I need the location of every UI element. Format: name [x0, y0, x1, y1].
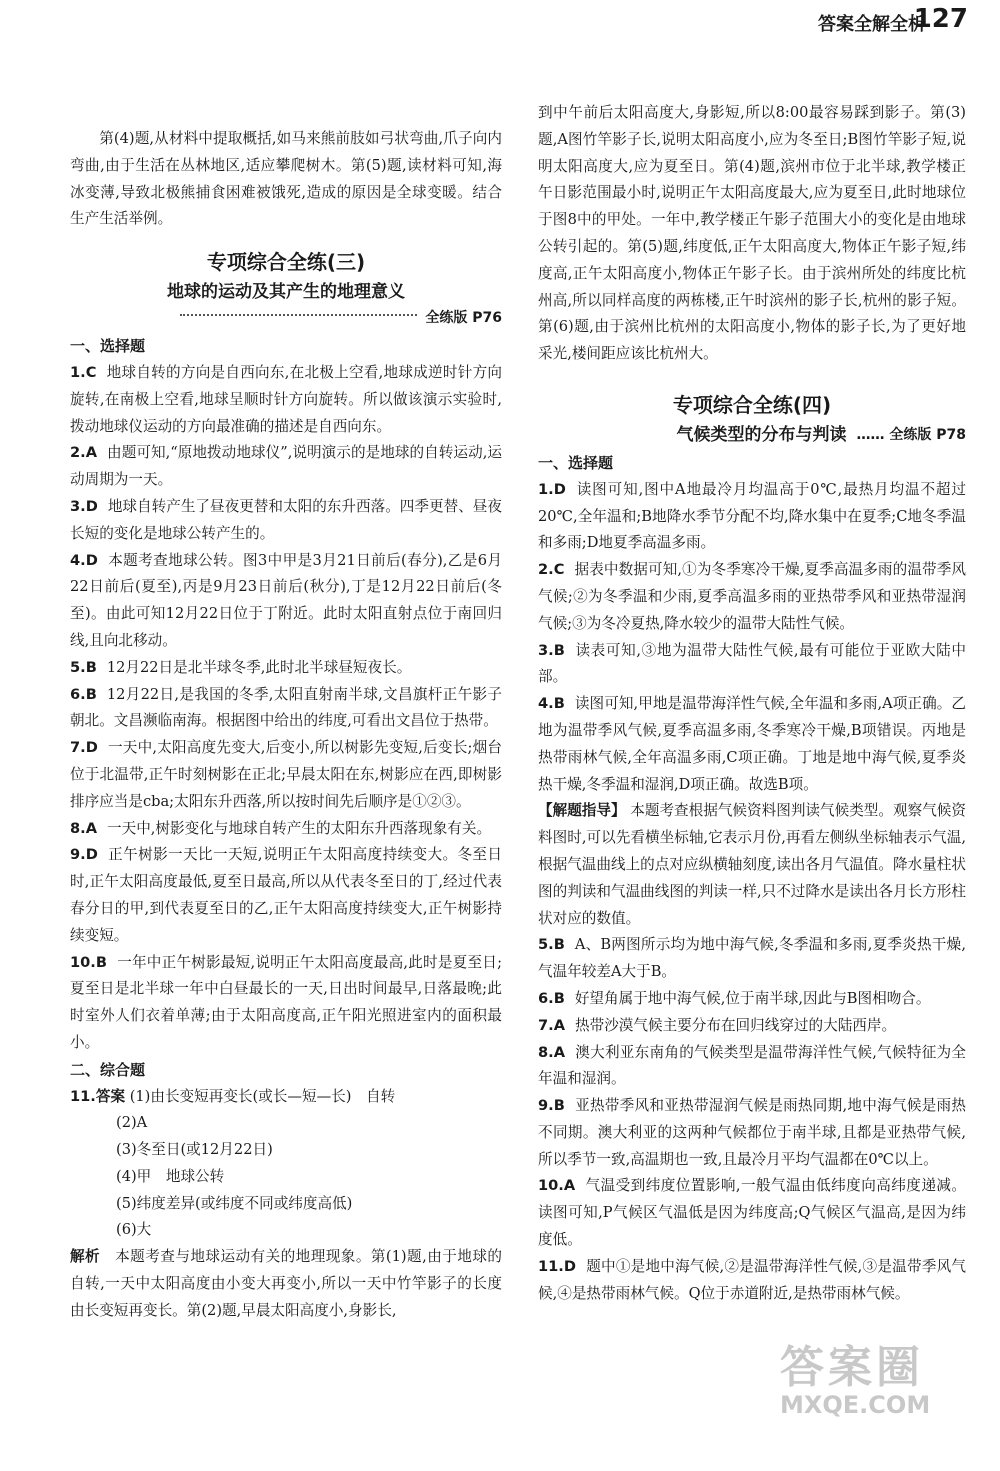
question-item: [538, 1013, 966, 1040]
question-item: [538, 932, 966, 986]
question-number: 1.C: [70, 363, 97, 381]
question-item: [70, 735, 502, 815]
question-number: 8.A: [538, 1043, 565, 1061]
question-item: [538, 986, 966, 1013]
question-text: 一年中正午树影最短,说明正午太阳高度最高,此时是夏至日;夏至日是北半球一年中白昼最长的一天,日出时间最早,日落最晚;此时室外人们衣着单薄;由于太阳高度高,正午阳光照进室内的面积最小。: [70, 953, 502, 1051]
answer-line: (3)冬至日(或12月22日): [116, 1141, 273, 1159]
right-column: [538, 104, 966, 1307]
header-title: 答案全解全析: [818, 14, 926, 35]
question-number: 10.B: [70, 953, 107, 971]
question-number: 6.B: [538, 989, 565, 1007]
question-item: [70, 494, 502, 548]
question-number: 2.A: [70, 444, 97, 462]
part-heading-comprehensive: 二、综合题: [70, 1060, 146, 1079]
question-item: [538, 1093, 966, 1173]
answer-line: (2)A: [116, 1114, 148, 1132]
question-item: [538, 1040, 966, 1094]
section-ref-3: [70, 307, 502, 329]
page-number: 127: [913, 4, 968, 34]
question-number: 11.D: [538, 1257, 576, 1275]
question-text: 读表可知,③地为温带大陆性气候,最有可能位于亚欧大陆中部。: [538, 641, 966, 686]
answer-line: (4)甲 地球公转: [116, 1167, 225, 1185]
question-item: [538, 557, 966, 637]
part-heading-choice: 一、选择题: [70, 337, 146, 356]
question-text: 一天中,太阳高度先变大,后变小,所以树影先变短,后变长;烟台位于北温带,正午时刻树影在正北;早晨太阳在东,树影应在西,即树影排序应当是cba;太阳东升西落,所以按时间先后顺序是①②③。: [70, 739, 502, 810]
question-text: 一天中,树影变化与地球自转产生的太阳东升西落现象有关。: [107, 819, 492, 837]
answer-line: (5)纬度差异(或纬度不同或纬度高低): [116, 1194, 353, 1212]
section-subtitle-3: 地球的运动及其产生的地理意义: [167, 282, 405, 303]
question-text: A、B两图所示均为地中海气候,冬季温和多雨,夏季炎热干燥,气温年较差A大于B。: [538, 936, 966, 981]
tip-text: 本题考查根据气候资料图判读气候类型。观察气候资料图时,可以先看横坐标轴,它表示月份,再看左侧纵坐标轴表示气温,根据气温曲线上的点对应纵横轴刻度,读出各月气温值。降水量柱状图的判读和气温曲线图的判读一样,只不过降水是读出各月长方形柱状对应的数值。: [538, 802, 966, 927]
question-text: 澳大利亚东南角的气候类型是温带海洋性气候,气候特征为全年温和湿润。: [538, 1043, 966, 1088]
question-number: 5.B: [70, 658, 97, 676]
question-item: [70, 440, 502, 494]
question-number: 11.答案: [70, 1087, 126, 1105]
question-text: 读图可知,甲地是温带海洋性气候,全年温和多雨,A项正确。乙地为温带季风气候,夏季高温多雨,冬季寒冷干燥,B项错误。丙地是热带雨林气候,全年高温多雨,C项正确。丁地是地中海气候,夏季炎热干燥,冬季温和湿润,D项正确。故选B项。: [538, 695, 966, 793]
question-text: 读图可知,图中A地最冷月均温高于0℃,最热月均温不超过20℃,全年温和;B地降水季节分配不均,降水集中在夏季;C地冬季温和多雨;D地夏季高温多雨。: [538, 480, 966, 552]
question-text: 好望角属于地中海气候,位于南半球,因此与B图相吻合。: [574, 989, 931, 1007]
question-number: 1.D: [538, 480, 566, 498]
question-item: [538, 691, 966, 798]
question-text: 12月22日是北半球冬季,此时北半球昼短夜长。: [106, 658, 412, 676]
question-number: 9.D: [70, 846, 98, 864]
question-text: 热带沙漠气候主要分布在回归线穿过的大陆西岸。: [575, 1016, 897, 1034]
question-item: [70, 548, 502, 655]
question-text: 12月22日,是我国的冬季,太阳直射南半球,文昌旗杆正午影子朝北。文昌濒临南海。根据图中给出的纬度,可看出文昌位于热带。: [70, 685, 502, 730]
question-text: 地球自转产生了昼夜更替和太阳的东升西落。四季更替、昼夜长短的变化是地球公转产生的。: [70, 497, 502, 542]
watermark-logo: [780, 1331, 950, 1441]
question-item: [70, 842, 502, 949]
question-item: [70, 360, 502, 440]
question-text: 地球自转的方向是自西向东,在北极上空看,地球成逆时针方向旋转,在南极上空看,地球呈顺时针方向旋转。所以做该演示实验时,拨动地球仪运动的方向最准确的描述是自西向东。: [70, 363, 502, 435]
ref-text: 全练版 P76: [425, 310, 502, 327]
question-number: 2.C: [538, 561, 565, 579]
page-header: [0, 0, 1000, 62]
watermark-url: MXQE.COM: [780, 1391, 931, 1419]
question-number: 4.B: [538, 695, 565, 713]
question-text: 本题考查地球公转。图3中甲是3月21日前后(春分),乙是6月22日前后(夏至),丙是9月23日前后(秋分),丁是12月22日前后(冬至)。由此可知12月22日位于丁附近。此时太阳直射点位于南回归线,且向北移动。: [70, 551, 502, 649]
solution-tip: [538, 798, 966, 932]
watermark-text: 答案圈: [780, 1342, 924, 1393]
continued-paragraph: 到中午前后太阳高度大,身影短,所以8:00最容易踩到影子。第(3)题,A图竹竿影子长,说明太阳高度小,应为冬至日;B图竹竿影子短,说明太阳高度大,应为夏至日。第(4)题,滨州市位于北半球,教学楼正午日影范围最小时,说明正午太阳高度最大,应为夏至日,此时地球位于图8中的甲处。一年中,教学楼正午影子范围大小的变化是由地球公转引起的。第(5)题,纬度低,正午太阳高度大,物体正午影子短,纬度高,正午太阳高度小,物体正午影子长。由于滨州所处的纬度比杭州高,所以同样高度的两栋楼,正午时滨州的影子长,杭州的影子短。第(6)题,由于滨州比杭州的太阳高度小,物体的影子长,为了更好地采光,楼间距应该比杭州大。: [538, 104, 966, 363]
question-number: 9.B: [538, 1097, 565, 1115]
question-item: [70, 682, 502, 736]
question-number: 5.B: [538, 936, 565, 954]
question-text: 亚热带季风和亚热带湿润气候是雨热同期,地中海气候是雨热不同期。澳大利亚的这两种气候都位于南半球,且都是亚热带气候,所以季节一致,高温期也一致,且最冷月平均气温都在0℃以上。: [538, 1097, 966, 1168]
section-title-4: 专项综合全练(四): [672, 392, 832, 417]
question-item: [70, 816, 502, 843]
question-item: [538, 1173, 966, 1253]
subtitle-text: 气候类型的分布与判读: [676, 424, 847, 445]
question-text: 正午树影一天比一天短,说明正午太阳高度持续变大。冬至日时,正午太阳高度最低,夏至日最高,所以从代表冬至日的丁,经过代表春分日的甲,到代表夏至日的乙,正午太阳高度持续变大,正午树影持续变短。: [70, 846, 502, 944]
question-text: 由题可知,“原地拨动地球仪”,说明演示的是地球的自转运动,运动周期为一天。: [70, 444, 502, 489]
dotted-leader: [180, 314, 417, 316]
section-subtitle-4: [538, 420, 966, 450]
analysis-text: 本题考查与地球运动有关的地理现象。第(1)题,由于地球的自转,一天中太阳高度由小变大再变小,所以一天中竹竿影子的长度由长变短再变长。第(2)题,早晨太阳高度小,身影长,: [70, 1248, 502, 1319]
question-number: 7.D: [70, 739, 98, 757]
answer-line: (6)大: [116, 1221, 152, 1239]
question-number: 3.B: [538, 641, 565, 659]
part-heading-choice: 一、选择题: [538, 453, 614, 472]
answer-line: (1)由长变短再变长(或长—短—长) 自转: [129, 1087, 396, 1105]
question-item: [538, 1254, 966, 1308]
question-text: 据表中数据可知,①为冬季寒冷干燥,夏季高温多雨的温带季风气候;②为冬季温和少雨,夏季高温多雨的亚热带季风和亚热带湿润气候;③为冬冷夏热,降水较少的温带大陆性气候。: [538, 561, 966, 632]
question-item: [70, 950, 502, 1057]
question-number: 3.D: [70, 497, 98, 515]
intro-paragraph: 第(4)题,从材料中提取概括,如马来熊前肢如弓状弯曲,爪子向内弯曲,由于生活在丛林地区,适应攀爬树木。第(5)题,读材料可知,海冰变薄,导致北极熊捕食困难被饿死,造成的原因是全球变暖。结合生产生活举例。: [70, 130, 502, 228]
question-number: 6.B: [70, 685, 97, 703]
question-item: [70, 655, 502, 682]
question-item: [538, 638, 966, 692]
left-column: [70, 126, 502, 1325]
question-number: 8.A: [70, 819, 97, 837]
question-text: 题中①是地中海气候,②是温带海洋性气候,③是温带季风气候,④是热带雨林气候。Q位于赤道附近,是热带雨林气候。: [538, 1257, 966, 1302]
question-number: 7.A: [538, 1016, 565, 1034]
question-number: 4.D: [70, 551, 98, 569]
question-item: [538, 477, 966, 557]
ref-text: …… 全练版 P78: [856, 426, 966, 443]
section-title-3: 专项综合全练(三): [206, 250, 366, 275]
question-11: [70, 1084, 502, 1325]
question-text: 气温受到纬度位置影响,一般气温由低纬度向高纬度递减。读图可知,P气候区气温低是因为纬度高;Q气候区气温高,是因为纬度低。: [538, 1177, 966, 1249]
analysis-label: 解析: [70, 1248, 101, 1266]
question-number: 10.A: [538, 1177, 576, 1195]
tip-label: 【解题指导】: [538, 802, 626, 820]
